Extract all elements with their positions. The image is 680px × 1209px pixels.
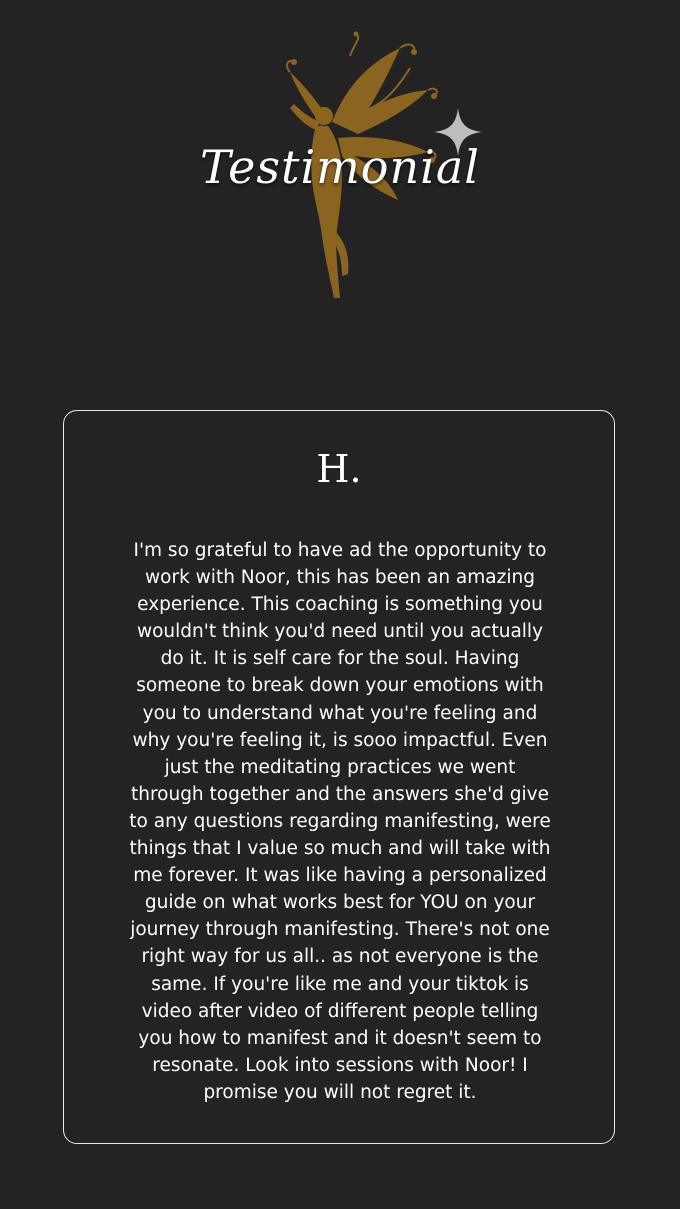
header bbox=[0, 0, 680, 330]
testimonial-text: I'm so grateful to have ad the opportunity to work with Noor, this has been an amazing experience. This coaching is something you wouldn't think you'd need until you actually do it. It is self care for the soul. Having someone to break down your emotions with you to understand what you're feeling and why you're feeling it, is sooo impactful. Even just the meditating practices we went through together and the answers she'd give to any questions regarding manifesting, were things that I value so much and will take with me forever. It was like having a personalized guide on what works best for YOU on your journey through manifesting. There's not one right way for us all.. as not everyone is the same. If you're like me and your tiktok is video after video of different people telling you how to manifest and it doesn't seem to resonate. Look into sessions with Noor! I promise you will not regret it. bbox=[129, 540, 551, 1103]
author-name: H. bbox=[316, 447, 362, 491]
testimonial-card bbox=[63, 410, 615, 1144]
page-title: Testimonial bbox=[200, 140, 480, 194]
